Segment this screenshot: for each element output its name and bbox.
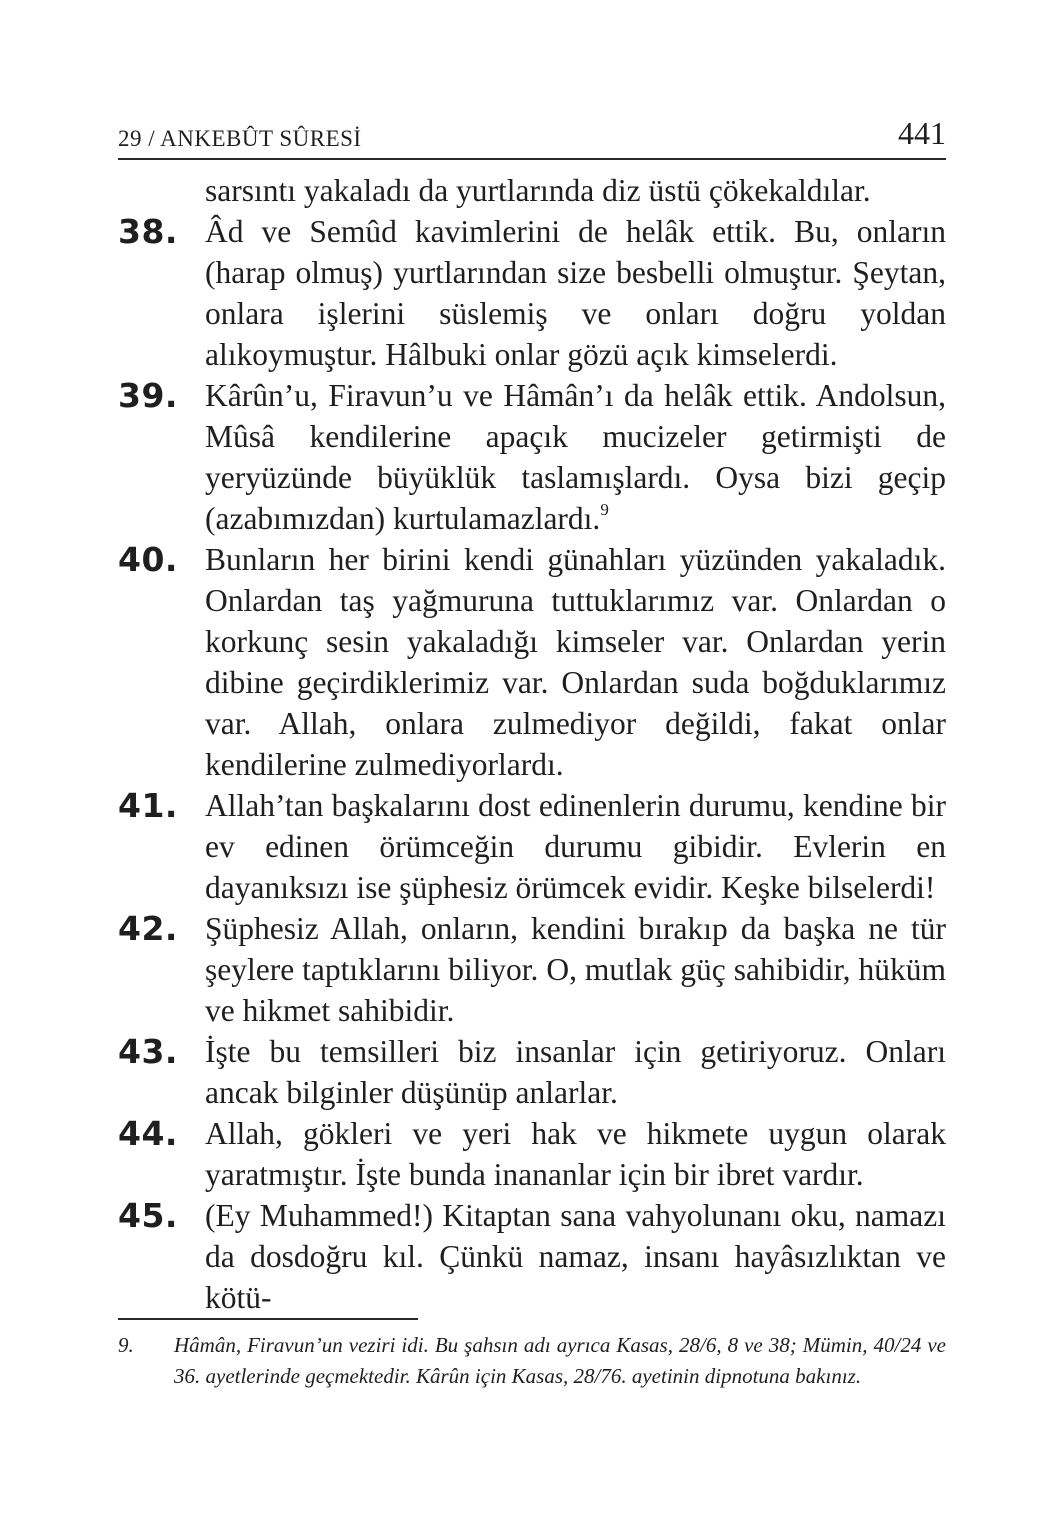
verse-text: (Ey Muhammed!) Kitaptan sana vahyolunanı oku, namazı da dosdoğru kıl. Çünkü namaz, insanı hayâsızlıktan ve kötü- bbox=[205, 1198, 946, 1315]
verse-text: Bunların her birini kendi günahları yüzünden yakaladık. Onlardan taş yağmuruna tuttuklarımız var. Onlardan o korkunç sesin yakaladığı kimseler var. Onlardan yerin dibine geçirdiklerimiz var. Onlardan suda boğduklarımız var. Allah, onlara zulmediyor değildi, fakat onlar kendilerine zulmediyorlardı. bbox=[205, 542, 946, 782]
verse-45 bbox=[118, 1195, 946, 1318]
verse-38 bbox=[118, 211, 946, 375]
footnote bbox=[118, 1330, 946, 1392]
verse-40 bbox=[118, 539, 946, 785]
verse-text-content: Kârûn’u, Firavun’u ve Hâmân’ı da helâk ettik. Andolsun, Mûsâ kendilerine apaçık mucizeler getirmişti de yeryüzünde büyüklük taslamışlardı. Oysa bizi geçip (azabımızdan) kurtulamazlardı. bbox=[205, 378, 946, 536]
book-page bbox=[118, 0, 946, 1536]
verse-41 bbox=[118, 785, 946, 908]
page-number: 441 bbox=[898, 115, 946, 151]
verse-43 bbox=[118, 1031, 946, 1113]
verse-text: Allah’tan başkalarını dost edinenlerin durumu, kendine bir ev edinen örümceğin durumu gibidir. Evlerin en dayanıksızı ise şüphesiz örümcek evidir. Keşke bilselerdi! bbox=[205, 788, 946, 905]
verse-text: İşte bu temsilleri biz insanlar için getiriyoruz. Onları ancak bilginler düşünüp anlarlar. bbox=[205, 1034, 946, 1110]
verse-number: 38. bbox=[118, 212, 178, 251]
verse-number: 44. bbox=[118, 1114, 178, 1153]
verse-body bbox=[118, 170, 946, 1318]
verse-number: 42. bbox=[118, 909, 178, 948]
verse-number: 45. bbox=[118, 1196, 178, 1235]
footnote-divider bbox=[118, 1318, 418, 1320]
footnote-reference: 9 bbox=[600, 500, 609, 519]
running-header bbox=[118, 108, 946, 160]
verse-number: 41. bbox=[118, 786, 178, 825]
verse-text bbox=[205, 375, 946, 539]
verse-44 bbox=[118, 1113, 946, 1195]
footnote-number: 9. bbox=[118, 1333, 134, 1357]
verse-number: 39. bbox=[118, 376, 178, 415]
verse-number: 40. bbox=[118, 540, 178, 579]
verse-text: Allah, gökleri ve yeri hak ve hikmete uygun olarak yaratmıştır. İşte bunda inananlar için bir ibret vardır. bbox=[205, 1116, 946, 1192]
verse-number: 43. bbox=[118, 1032, 178, 1071]
verse-text: Âd ve Semûd kavimlerini de helâk ettik. Bu, onların (harap olmuş) yurtlarından size besbelli olmuştur. Şeytan, onlara işlerini süslemiş ve onları doğru yoldan alıkoymuştur. Hâlbuki onlar gözü açık kimselerdi. bbox=[205, 214, 946, 372]
footnote-text: Hâmân, Firavun’un veziri idi. Bu şahsın adı ayrıca Kasas, 28/6, 8 ve 38; Mümin, 40/24 ve 36. ayetlerinde geçmektedir. Kârûn için Kasas, 28/76. ayetinin dipnotuna bakınız. bbox=[174, 1333, 946, 1388]
verse-39 bbox=[118, 375, 946, 539]
surah-title: 29 / ANKEBÛT SÛRESİ bbox=[118, 126, 362, 151]
verse-42 bbox=[118, 908, 946, 1031]
continued-verse-text: sarsıntı yakaladı da yurtlarında diz üstü çökekaldılar. bbox=[205, 173, 871, 208]
verse-text: Şüphesiz Allah, onların, kendini bırakıp da başka ne tür şeylere taptıklarını biliyor. O, mutlak güç sahibidir, hüküm ve hikmet sahibidir. bbox=[205, 911, 946, 1028]
